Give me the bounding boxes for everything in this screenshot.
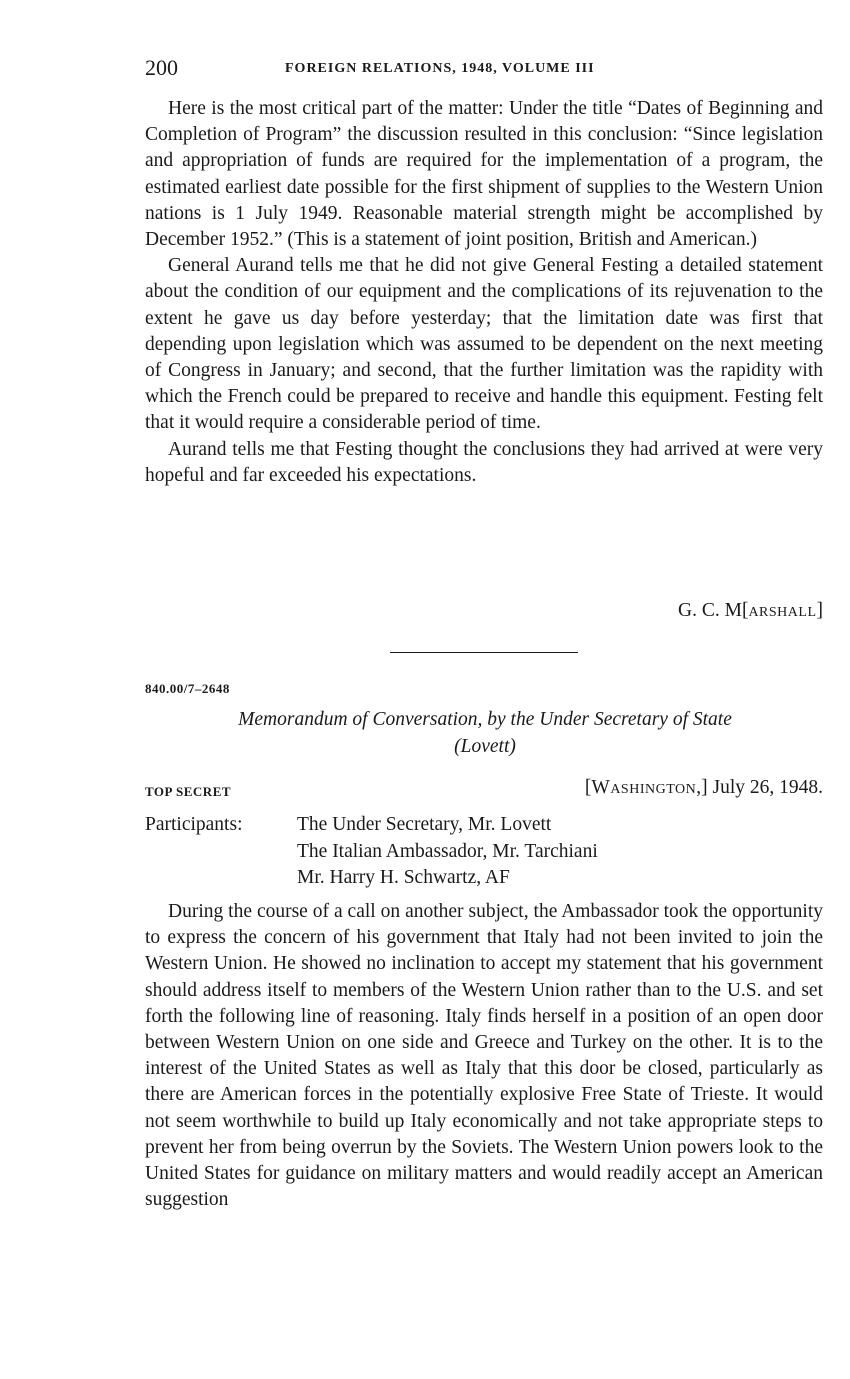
section1-text — [145, 96, 823, 489]
document-title-line2: (Lovett) — [454, 736, 516, 757]
participants-list — [297, 812, 598, 892]
signature-suffix: ] — [816, 600, 823, 621]
paragraph: Here is the most critical part of the matter: Under the title “Dates of Beginning and Completion of Program” the discussion resulted in this conclusion: “Since legislation and appropriation of funds are required for the implementation of a program, the estimated earliest date possible for the first shipment of supplies to the Western Union nations is 1 July 1949. Reasonable material strength might be accomplished by December 1952.” (This is a statement of joint position, British and American.) — [145, 98, 823, 251]
participants-label: Participants: — [145, 814, 243, 835]
signature-smallcaps: arshall — [748, 600, 817, 621]
dateline-open: [ — [584, 777, 592, 798]
signature-prefix: G. C. M[ — [678, 600, 749, 621]
section-divider — [390, 652, 578, 653]
page-number: 200 — [145, 55, 178, 80]
document-title-line1: Memorandum of Conversation, by the Under Secretary of State — [238, 709, 732, 730]
running-title: FOREIGN RELATIONS, 1948, VOLUME III — [285, 61, 595, 76]
paragraph: General Aurand tells me that he did not give General Festing a detailed statement about the condition of our equipment and the complications of its rejuvenation to the extent he gave us day before yesterday; that the limitation date was first that depending upon legislation which was assumed to be dependent on the next meeting of Congress in January; and second, that the further limitation was the rapidity with which the French could be prepared to receive and handle this equipment. Festing felt that it would require a considerable period of time. — [145, 255, 823, 434]
dateline — [585, 777, 823, 799]
file-number: 840.00/7–2648 — [145, 681, 230, 696]
document-title — [145, 706, 825, 760]
participant: The Under Secretary, Mr. Lovett — [297, 814, 552, 835]
classification: TOP SECRET — [145, 784, 232, 799]
paragraph: Aurand tells me that Festing thought the conclusions they had arrived at were very hopeful and far exceeded his expectations. — [145, 438, 823, 486]
memorandum-body — [145, 899, 823, 1213]
paragraph: During the course of a call on another subject, the Ambassador took the opportunity to express the concern of his government that Italy had not been invited to join the Western Union. He showed no inclination to accept my statement that his government should address itself to members of the Western Union rather than to the U.S. and set forth the following line of reasoning. Italy finds herself in a position of an open door between Western Union on one side and Greece and Turkey on the other. It is to the interest of the United States as well as Italy that this door be closed, particularly as there are American forces in the potentially explosive Free State of Trieste. It would not seem worthwhile to build up Italy economically and not take appropriate steps to prevent her from being overrun by the Soviets. The Western Union powers look to the United States for guidance on military matters and would readily accept an American suggestion — [145, 901, 823, 1211]
participant: The Italian Ambassador, Mr. Tarchiani — [297, 840, 598, 862]
participant: Mr. Harry H. Schwartz, AF — [297, 867, 510, 888]
dateline-place: Washington — [591, 777, 697, 798]
page-header — [145, 55, 825, 85]
dateline-rest: ,] July 26, 1948. — [696, 777, 823, 798]
signature — [678, 600, 823, 622]
